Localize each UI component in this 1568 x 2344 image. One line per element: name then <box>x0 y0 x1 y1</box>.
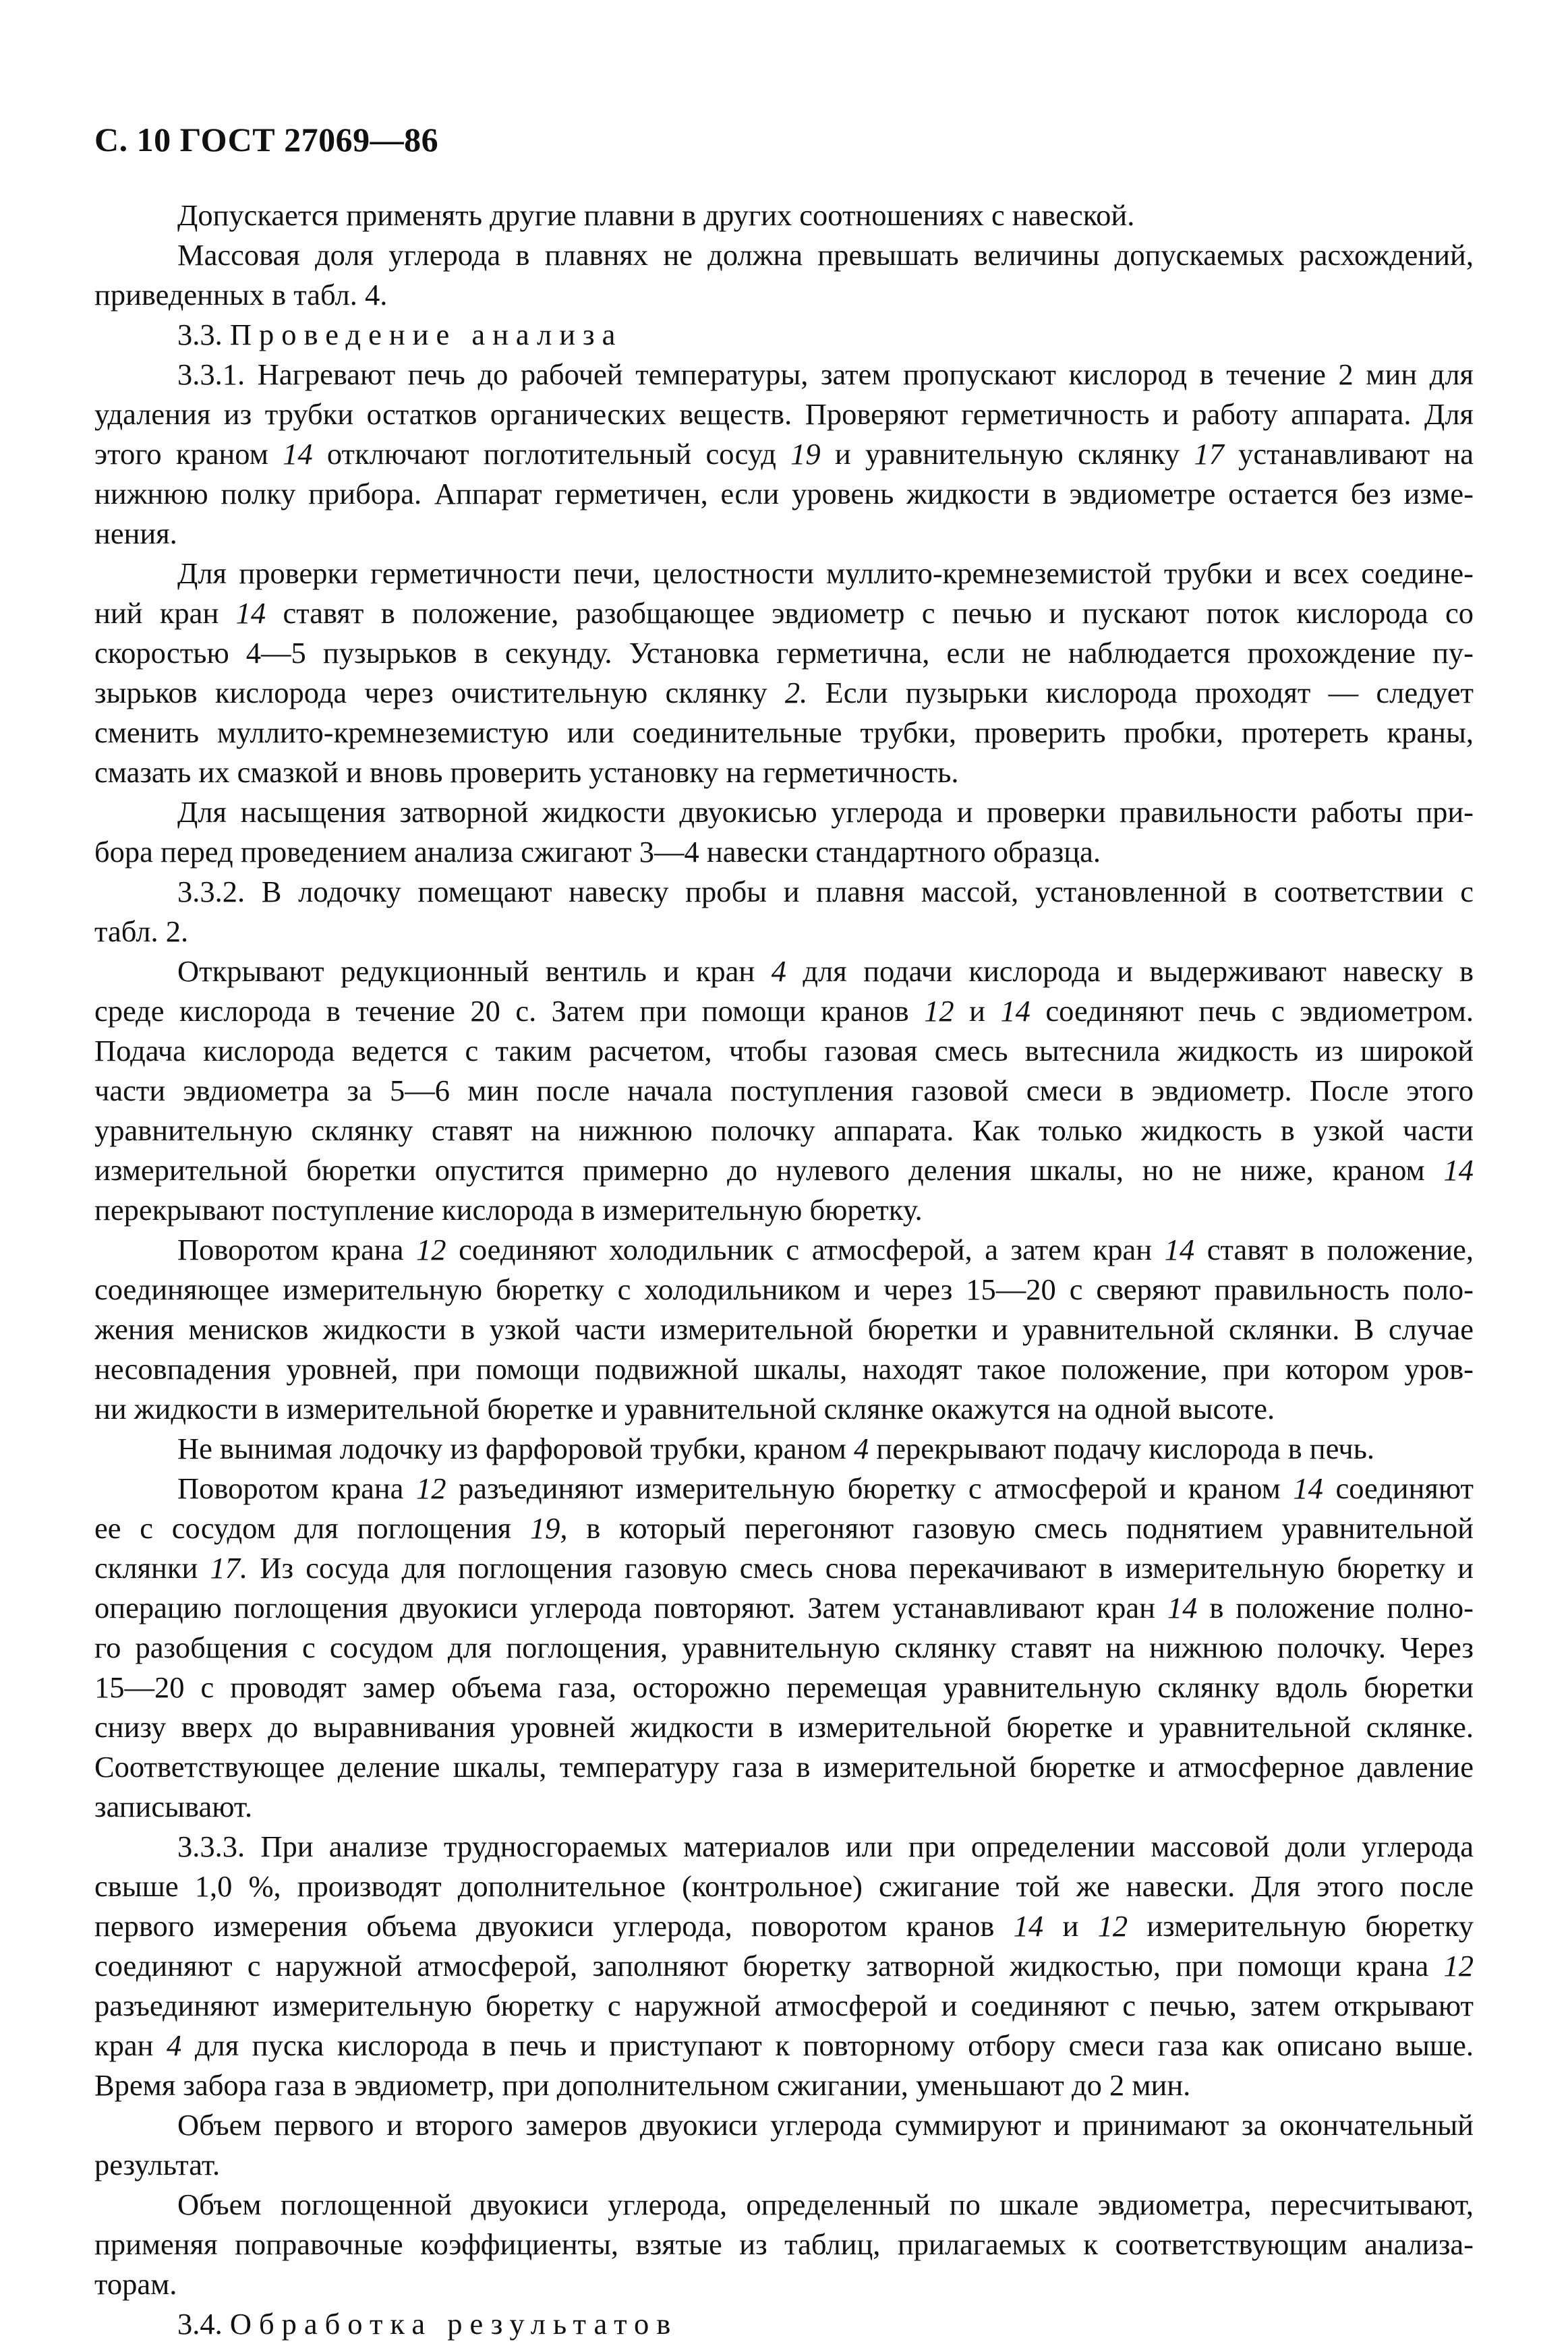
text-line <box>94 1867 1474 1906</box>
item-reference: 19, <box>529 1511 568 1545</box>
text-run: перекрывают поступление кислорода в измерительную бюретку. <box>94 1193 923 1227</box>
text-run: соединяют холодильник с атмосферой, а затем кран <box>446 1233 1165 1266</box>
text-line <box>94 2145 1474 2185</box>
text-line <box>94 315 1474 355</box>
text-run: в который перегоняют газовую смесь поднятием уравнительной <box>567 1511 1474 1545</box>
text-run: торам. <box>94 2267 177 2301</box>
text-line <box>94 753 1474 792</box>
text-run: перекрывают подачу кислорода в печь. <box>869 1432 1375 1465</box>
text-run: для пуска кислорода в печь и приступают к повторному отбору смеси газа как описано выше. <box>181 2028 1474 2062</box>
text-line <box>94 1190 1474 1230</box>
item-reference: 12 <box>924 994 954 1028</box>
text-run: измерительную бюретку <box>1128 1909 1474 1943</box>
item-reference: 12 <box>416 1233 446 1266</box>
text-run: кран <box>94 2028 167 2062</box>
text-run: Поворотом крана <box>177 1233 417 1266</box>
text-run: уравнительную склянку ставят на нижнюю полочку аппарата. Как только жидкость в узкой части <box>94 1113 1474 1147</box>
text-run: 3.3. <box>177 318 230 351</box>
text-run: среде кислорода в течение 20 с. Затем при помощи кранов <box>94 994 925 1028</box>
text-run: отключают поглотительный сосуд <box>312 437 791 471</box>
text-line <box>94 1031 1474 1071</box>
text-run: и <box>954 994 1001 1028</box>
text-run: соединяющее измерительную бюретку с холодильником и через 15—20 с сверяют правильность поло- <box>94 1272 1474 1306</box>
text-run: нижнюю полку прибора. Аппарат герметичен, если уровень жидкости в эвдиометре остается без изме- <box>94 477 1474 510</box>
text-run: склянки <box>94 1551 210 1585</box>
item-reference: 12 <box>1097 1909 1128 1943</box>
text-line <box>94 832 1474 872</box>
text-run: Из сосуда для поглощения газовую смесь снова перекачивают в измерительную бюретку и <box>248 1551 1474 1585</box>
text-line <box>94 1668 1474 1707</box>
text-line <box>94 1150 1474 1190</box>
item-reference: 2. <box>784 676 808 709</box>
body-text <box>94 196 1474 2344</box>
text-line <box>94 1270 1474 1310</box>
text-run: скоростью 4—5 пузырьков в секунду. Установка герметична, если не наблюдается прохождение пу- <box>94 636 1474 670</box>
text-run: в положение полно- <box>1197 1591 1474 1624</box>
section-heading: Обработка результатов <box>229 2307 678 2341</box>
text-line <box>94 196 1474 235</box>
text-run: записывают. <box>94 1790 253 1823</box>
text-line <box>94 1071 1474 1111</box>
text-run: 3.3.1. Нагревают печь до рабочей температуры, затем пропускают кислород в течение 2 мин для <box>177 357 1474 391</box>
text-line <box>94 792 1474 832</box>
text-run: Время забора газа в эвдиометр, при дополнительном сжигании, уменьшают до 2 мин. <box>94 2068 1191 2102</box>
text-line <box>94 355 1474 394</box>
text-run: Открывают редукционный вентиль и кран <box>177 954 772 988</box>
text-run: Подача кислорода ведется с таким расчетом, чтобы газовая смесь вытеснила жидкость из широкой <box>94 1034 1474 1067</box>
text-line <box>94 1429 1474 1469</box>
text-line <box>94 1946 1474 1986</box>
text-run: ни жидкости в измерительной бюретке и уравнительной склянке окажутся на одной высоте. <box>94 1392 1275 1426</box>
text-line <box>94 633 1474 673</box>
text-line <box>94 1310 1474 1349</box>
item-reference: 14 <box>1164 1233 1195 1266</box>
item-reference: 14 <box>1000 994 1030 1028</box>
text-run: приведенных в табл. 4. <box>94 278 388 312</box>
text-line <box>94 2304 1474 2344</box>
text-run: первого измерения объема двуокиси углерода, поворотом кранов <box>94 1909 1014 1943</box>
text-run: Соответствующее деление шкалы, температуру газа в измерительной бюретке и атмосферное давление <box>94 1750 1474 1784</box>
text-run: бора перед проведением анализа сжигают 3—4 навески стандартного образца. <box>94 835 1101 869</box>
item-reference: 12 <box>1443 1949 1474 1983</box>
text-run: нения. <box>94 517 177 550</box>
text-run: ний кран <box>94 596 236 630</box>
text-run: разъединяют измерительную бюретку с наружной атмосферой и соединяют с печью, затем открывают <box>94 1989 1474 2022</box>
text-run: операцию поглощения двуокиси углерода повторяют. Затем устанавливают кран <box>94 1591 1167 1624</box>
text-run: измерительной бюретки опустится примерно до нулевого деления шкалы, но не ниже, краном <box>94 1153 1444 1187</box>
text-line <box>94 1469 1474 1508</box>
text-line <box>94 1230 1474 1270</box>
text-run: несовпадения уровней, при помощи подвижной шкалы, находят такое положение, при котором уров- <box>94 1352 1474 1386</box>
item-reference: 19 <box>790 437 821 471</box>
text-line <box>94 2105 1474 2145</box>
text-line <box>94 1111 1474 1150</box>
text-line <box>94 275 1474 315</box>
text-run: го разобщения с сосудом для поглощения, уравнительную склянку ставят на нижнюю полочку. Через <box>94 1631 1474 1664</box>
text-line <box>94 434 1474 474</box>
item-reference: 14 <box>235 596 266 630</box>
section-heading: Проведение анализа <box>229 318 623 351</box>
text-line <box>94 1986 1474 2026</box>
text-run: 15—20 с проводят замер объема газа, осторожно перемещая уравнительную склянку вдоль бюретки <box>94 1670 1474 1704</box>
text-line <box>94 474 1474 514</box>
text-run: жения менисков жидкости в узкой части измерительной бюретки и уравнительной склянки. В случае <box>94 1312 1474 1346</box>
text-run: ставят в положение, разобщающее эвдиометр с печью и пускают поток кислорода со <box>266 596 1474 630</box>
text-line <box>94 1389 1474 1429</box>
item-reference: 17. <box>210 1551 248 1585</box>
text-line <box>94 2225 1474 2264</box>
item-reference: 14 <box>283 437 313 471</box>
text-line <box>94 1508 1474 1548</box>
text-run: Поворотом крана <box>177 1471 416 1505</box>
item-reference: 17 <box>1194 437 1224 471</box>
text-line <box>94 1588 1474 1628</box>
text-run: результат. <box>94 2148 221 2181</box>
text-run: соединяют с наружной атмосферой, заполняют бюретку затворной жидкостью, при помощи крана <box>94 1949 1444 1983</box>
text-line <box>94 1906 1474 1946</box>
text-run: 3.3.2. В лодочку помещают навеску пробы и плавня массой, установленной в соответствии с <box>177 875 1474 908</box>
text-run: части эвдиометра за 5—6 мин после начала поступления газовой смеси в эвдиометр. После этого <box>94 1074 1474 1107</box>
text-run: Не вынимая лодочку из фарфоровой трубки, краном <box>177 1432 854 1465</box>
text-run: Объем первого и второго замеров двуокиси углерода суммируют и принимают за окончательный <box>177 2108 1474 2142</box>
item-reference: 4 <box>854 1432 869 1465</box>
text-run: устанавливают на <box>1223 437 1474 471</box>
text-run: 3.3.3. При анализе трудносгораемых материалов или при определении массовой доли углерода <box>177 1829 1474 1863</box>
text-run: соединяют <box>1323 1471 1474 1505</box>
text-line <box>94 2264 1474 2304</box>
item-reference: 14 <box>1443 1153 1474 1187</box>
text-line <box>94 1548 1474 1588</box>
text-run: зырьков кислорода через очистительную склянку <box>94 676 785 709</box>
text-line <box>94 1747 1474 1787</box>
text-run: свыше 1,0 %, производят дополнительное (контрольное) сжигание той же навески. Для этого после <box>94 1869 1474 1903</box>
text-run: разъединяют измерительную бюретку с атмосферой и краном <box>446 1471 1294 1505</box>
item-reference: 14 <box>1167 1591 1198 1624</box>
text-line <box>94 951 1474 991</box>
text-run: сменить муллито-кремнеземистую или соединительные трубки, проверить пробки, протереть краны, <box>94 715 1474 749</box>
text-run: и <box>1043 1909 1098 1943</box>
text-run: снизу вверх до выравнивания уровней жидкости в измерительной бюретке и уравнительной склянке. <box>94 1710 1474 1744</box>
text-line <box>94 1827 1474 1867</box>
text-run: соединяют печь с эвдиометром. <box>1030 994 1474 1028</box>
text-line <box>94 235 1474 275</box>
text-line <box>94 2185 1474 2225</box>
text-run: Объем поглощенной двуокиси углерода, определенный по шкале эвдиометра, пересчитывают, <box>177 2188 1474 2221</box>
text-line <box>94 872 1474 912</box>
text-run: Для проверки герметичности печи, целостности муллито-кремнеземистой трубки и всех соедине- <box>177 556 1474 590</box>
item-reference: 14 <box>1013 1909 1044 1943</box>
text-run: применяя поправочные коэффициенты, взятые из таблиц, прилагаемых к соответствующим анализа- <box>94 2227 1474 2261</box>
text-run: ее с сосудом для поглощения <box>94 1511 530 1545</box>
text-line <box>94 514 1474 554</box>
text-line <box>94 713 1474 753</box>
item-reference: 4 <box>771 954 786 988</box>
page-header: С. 10 ГОСТ 27069—86 <box>94 121 439 158</box>
text-run: Если пузырьки кислорода проходят — следует <box>807 676 1474 709</box>
text-run: Массовая доля углерода в плавнях не должна превышать величины допускаемых расхождений, <box>177 238 1474 272</box>
text-line <box>94 1628 1474 1668</box>
text-line <box>94 593 1474 633</box>
text-line <box>94 673 1474 713</box>
text-run: ставят в положение, <box>1194 1233 1474 1266</box>
text-line <box>94 1787 1474 1827</box>
text-line <box>94 2026 1474 2065</box>
text-run: и уравнительную склянку <box>820 437 1194 471</box>
text-line <box>94 912 1474 951</box>
text-line <box>94 2065 1474 2105</box>
text-run: табл. 2. <box>94 914 189 948</box>
text-run: для подачи кислорода и выдерживают навеску в <box>786 954 1474 988</box>
text-line <box>94 1707 1474 1747</box>
text-run: Для насыщения затворной жидкости двуокисью углерода и проверки правильности работы при- <box>177 795 1474 829</box>
item-reference: 14 <box>1293 1471 1323 1505</box>
text-line <box>94 991 1474 1031</box>
text-run: удаления из трубки остатков органических веществ. Проверяют герметичность и работу аппарата. Для <box>94 397 1474 431</box>
text-run: смазать их смазкой и вновь проверить установку на герметичность. <box>94 755 959 789</box>
text-line <box>94 554 1474 593</box>
text-line <box>94 394 1474 434</box>
item-reference: 12 <box>415 1471 446 1505</box>
item-reference: 4 <box>167 2028 182 2062</box>
text-run: этого краном <box>94 437 283 471</box>
text-run: Допускается применять другие плавни в других соотношениях с навеской. <box>177 198 1135 232</box>
text-run: 3.4. <box>177 2307 230 2341</box>
text-line <box>94 1349 1474 1389</box>
